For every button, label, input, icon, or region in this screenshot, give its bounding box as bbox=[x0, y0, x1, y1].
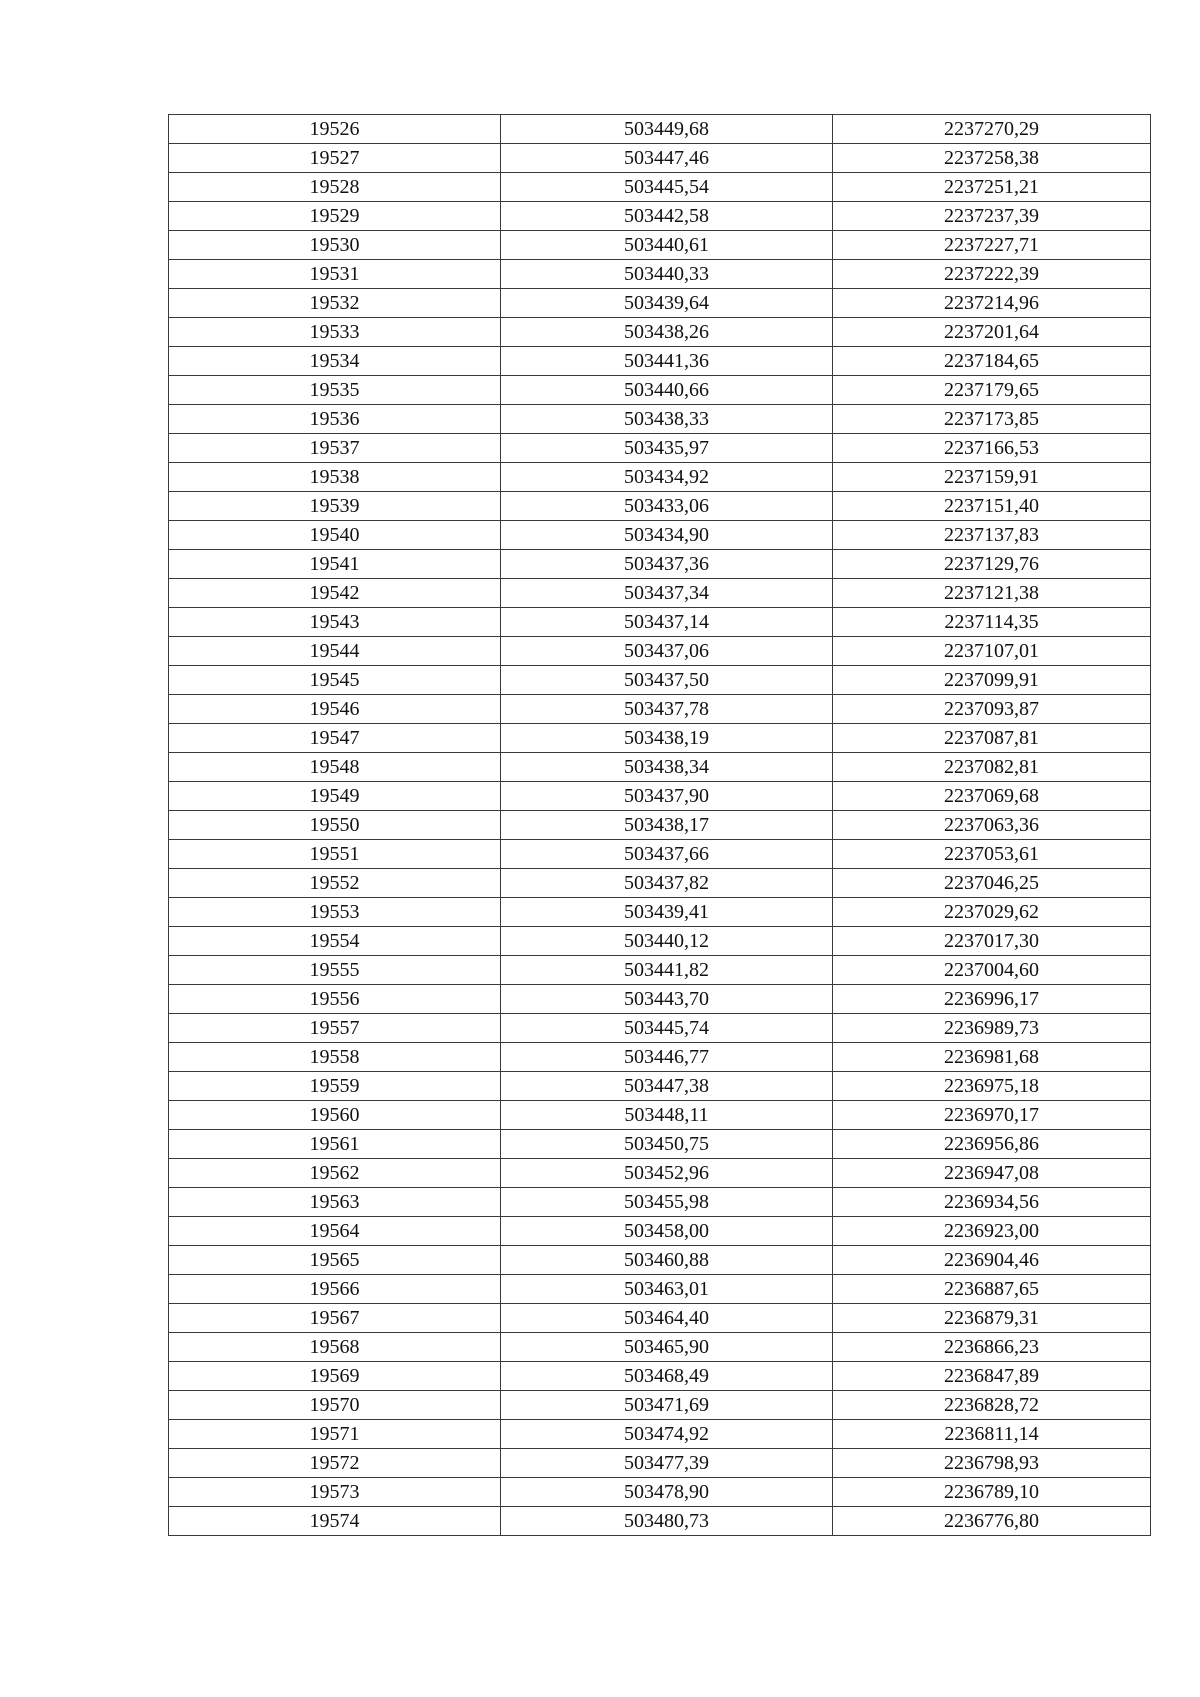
point-number-cell: 19551 bbox=[169, 840, 501, 869]
x-coordinate-cell: 503450,75 bbox=[501, 1130, 833, 1159]
x-coordinate-cell: 503434,90 bbox=[501, 521, 833, 550]
x-coordinate-cell: 503438,33 bbox=[501, 405, 833, 434]
y-coordinate-cell: 2236981,68 bbox=[833, 1043, 1151, 1072]
y-coordinate-cell: 2236847,89 bbox=[833, 1362, 1151, 1391]
table-row bbox=[169, 231, 1151, 260]
x-coordinate-cell: 503437,34 bbox=[501, 579, 833, 608]
point-number-cell: 19558 bbox=[169, 1043, 501, 1072]
table-row bbox=[169, 144, 1151, 173]
table-row bbox=[169, 318, 1151, 347]
y-coordinate-cell: 2237201,64 bbox=[833, 318, 1151, 347]
point-number-cell: 19573 bbox=[169, 1478, 501, 1507]
table-row bbox=[169, 724, 1151, 753]
x-coordinate-cell: 503440,12 bbox=[501, 927, 833, 956]
y-coordinate-cell: 2237179,65 bbox=[833, 376, 1151, 405]
table-row bbox=[169, 173, 1151, 202]
x-coordinate-cell: 503437,06 bbox=[501, 637, 833, 666]
table-row bbox=[169, 1391, 1151, 1420]
x-coordinate-cell: 503438,17 bbox=[501, 811, 833, 840]
x-coordinate-cell: 503449,68 bbox=[501, 115, 833, 144]
table-row bbox=[169, 811, 1151, 840]
point-number-cell: 19564 bbox=[169, 1217, 501, 1246]
x-coordinate-cell: 503465,90 bbox=[501, 1333, 833, 1362]
table-row bbox=[169, 956, 1151, 985]
y-coordinate-cell: 2237069,68 bbox=[833, 782, 1151, 811]
y-coordinate-cell: 2236866,23 bbox=[833, 1333, 1151, 1362]
x-coordinate-cell: 503439,41 bbox=[501, 898, 833, 927]
x-coordinate-cell: 503477,39 bbox=[501, 1449, 833, 1478]
x-coordinate-cell: 503443,70 bbox=[501, 985, 833, 1014]
x-coordinate-cell: 503448,11 bbox=[501, 1101, 833, 1130]
x-coordinate-cell: 503437,14 bbox=[501, 608, 833, 637]
x-coordinate-cell: 503463,01 bbox=[501, 1275, 833, 1304]
point-number-cell: 19540 bbox=[169, 521, 501, 550]
y-coordinate-cell: 2236970,17 bbox=[833, 1101, 1151, 1130]
point-number-cell: 19563 bbox=[169, 1188, 501, 1217]
point-number-cell: 19539 bbox=[169, 492, 501, 521]
point-number-cell: 19530 bbox=[169, 231, 501, 260]
point-number-cell: 19537 bbox=[169, 434, 501, 463]
table-row bbox=[169, 1217, 1151, 1246]
point-number-cell: 19543 bbox=[169, 608, 501, 637]
y-coordinate-cell: 2237114,35 bbox=[833, 608, 1151, 637]
x-coordinate-cell: 503478,90 bbox=[501, 1478, 833, 1507]
x-coordinate-cell: 503441,36 bbox=[501, 347, 833, 376]
x-coordinate-cell: 503446,77 bbox=[501, 1043, 833, 1072]
x-coordinate-cell: 503437,50 bbox=[501, 666, 833, 695]
point-number-cell: 19544 bbox=[169, 637, 501, 666]
y-coordinate-cell: 2236956,86 bbox=[833, 1130, 1151, 1159]
table-row bbox=[169, 608, 1151, 637]
point-number-cell: 19535 bbox=[169, 376, 501, 405]
table-row bbox=[169, 1507, 1151, 1536]
table-row bbox=[169, 1130, 1151, 1159]
y-coordinate-cell: 2237137,83 bbox=[833, 521, 1151, 550]
x-coordinate-cell: 503440,33 bbox=[501, 260, 833, 289]
table-row bbox=[169, 347, 1151, 376]
y-coordinate-cell: 2237159,91 bbox=[833, 463, 1151, 492]
table-row bbox=[169, 695, 1151, 724]
y-coordinate-cell: 2237222,39 bbox=[833, 260, 1151, 289]
table-row bbox=[169, 1449, 1151, 1478]
table-row bbox=[169, 898, 1151, 927]
point-number-cell: 19531 bbox=[169, 260, 501, 289]
point-number-cell: 19545 bbox=[169, 666, 501, 695]
y-coordinate-cell: 2237151,40 bbox=[833, 492, 1151, 521]
x-coordinate-cell: 503438,26 bbox=[501, 318, 833, 347]
point-number-cell: 19546 bbox=[169, 695, 501, 724]
point-number-cell: 19569 bbox=[169, 1362, 501, 1391]
table-row bbox=[169, 1478, 1151, 1507]
point-number-cell: 19574 bbox=[169, 1507, 501, 1536]
table-row bbox=[169, 289, 1151, 318]
table-row bbox=[169, 550, 1151, 579]
point-number-cell: 19533 bbox=[169, 318, 501, 347]
table-row bbox=[169, 1333, 1151, 1362]
table-row bbox=[169, 1072, 1151, 1101]
table-row bbox=[169, 1304, 1151, 1333]
y-coordinate-cell: 2237258,38 bbox=[833, 144, 1151, 173]
point-number-cell: 19570 bbox=[169, 1391, 501, 1420]
y-coordinate-cell: 2237129,76 bbox=[833, 550, 1151, 579]
x-coordinate-cell: 503447,38 bbox=[501, 1072, 833, 1101]
point-number-cell: 19547 bbox=[169, 724, 501, 753]
table-row bbox=[169, 666, 1151, 695]
table-row bbox=[169, 1043, 1151, 1072]
table-row bbox=[169, 985, 1151, 1014]
point-number-cell: 19549 bbox=[169, 782, 501, 811]
x-coordinate-cell: 503452,96 bbox=[501, 1159, 833, 1188]
x-coordinate-cell: 503437,90 bbox=[501, 782, 833, 811]
x-coordinate-cell: 503458,00 bbox=[501, 1217, 833, 1246]
x-coordinate-cell: 503471,69 bbox=[501, 1391, 833, 1420]
x-coordinate-cell: 503437,82 bbox=[501, 869, 833, 898]
y-coordinate-cell: 2236798,93 bbox=[833, 1449, 1151, 1478]
y-coordinate-cell: 2236975,18 bbox=[833, 1072, 1151, 1101]
table-row bbox=[169, 115, 1151, 144]
table-row bbox=[169, 1362, 1151, 1391]
point-number-cell: 19561 bbox=[169, 1130, 501, 1159]
point-number-cell: 19529 bbox=[169, 202, 501, 231]
y-coordinate-cell: 2236996,17 bbox=[833, 985, 1151, 1014]
point-number-cell: 19560 bbox=[169, 1101, 501, 1130]
x-coordinate-cell: 503433,06 bbox=[501, 492, 833, 521]
y-coordinate-cell: 2237082,81 bbox=[833, 753, 1151, 782]
table-row bbox=[169, 1188, 1151, 1217]
y-coordinate-cell: 2237121,38 bbox=[833, 579, 1151, 608]
x-coordinate-cell: 503435,97 bbox=[501, 434, 833, 463]
point-number-cell: 19552 bbox=[169, 869, 501, 898]
table-row bbox=[169, 260, 1151, 289]
x-coordinate-cell: 503442,58 bbox=[501, 202, 833, 231]
point-number-cell: 19556 bbox=[169, 985, 501, 1014]
point-number-cell: 19541 bbox=[169, 550, 501, 579]
x-coordinate-cell: 503438,34 bbox=[501, 753, 833, 782]
y-coordinate-cell: 2237029,62 bbox=[833, 898, 1151, 927]
point-number-cell: 19526 bbox=[169, 115, 501, 144]
y-coordinate-cell: 2237063,36 bbox=[833, 811, 1151, 840]
point-number-cell: 19538 bbox=[169, 463, 501, 492]
coordinates-table bbox=[168, 114, 1151, 1536]
table-row bbox=[169, 1101, 1151, 1130]
y-coordinate-cell: 2236947,08 bbox=[833, 1159, 1151, 1188]
point-number-cell: 19572 bbox=[169, 1449, 501, 1478]
x-coordinate-cell: 503468,49 bbox=[501, 1362, 833, 1391]
x-coordinate-cell: 503434,92 bbox=[501, 463, 833, 492]
y-coordinate-cell: 2236828,72 bbox=[833, 1391, 1151, 1420]
x-coordinate-cell: 503474,92 bbox=[501, 1420, 833, 1449]
x-coordinate-cell: 503480,73 bbox=[501, 1507, 833, 1536]
x-coordinate-cell: 503438,19 bbox=[501, 724, 833, 753]
point-number-cell: 19527 bbox=[169, 144, 501, 173]
table-row bbox=[169, 637, 1151, 666]
y-coordinate-cell: 2237270,29 bbox=[833, 115, 1151, 144]
table-row bbox=[169, 927, 1151, 956]
y-coordinate-cell: 2237251,21 bbox=[833, 173, 1151, 202]
point-number-cell: 19568 bbox=[169, 1333, 501, 1362]
y-coordinate-cell: 2236989,73 bbox=[833, 1014, 1151, 1043]
y-coordinate-cell: 2236904,46 bbox=[833, 1246, 1151, 1275]
table-row bbox=[169, 376, 1151, 405]
x-coordinate-cell: 503445,74 bbox=[501, 1014, 833, 1043]
table-row bbox=[169, 405, 1151, 434]
x-coordinate-cell: 503437,36 bbox=[501, 550, 833, 579]
x-coordinate-cell: 503440,66 bbox=[501, 376, 833, 405]
point-number-cell: 19557 bbox=[169, 1014, 501, 1043]
point-number-cell: 19550 bbox=[169, 811, 501, 840]
x-coordinate-cell: 503447,46 bbox=[501, 144, 833, 173]
table-row bbox=[169, 840, 1151, 869]
table-row bbox=[169, 579, 1151, 608]
point-number-cell: 19571 bbox=[169, 1420, 501, 1449]
table-row bbox=[169, 869, 1151, 898]
y-coordinate-cell: 2237087,81 bbox=[833, 724, 1151, 753]
point-number-cell: 19542 bbox=[169, 579, 501, 608]
point-number-cell: 19567 bbox=[169, 1304, 501, 1333]
y-coordinate-cell: 2237017,30 bbox=[833, 927, 1151, 956]
x-coordinate-cell: 503437,78 bbox=[501, 695, 833, 724]
y-coordinate-cell: 2236887,65 bbox=[833, 1275, 1151, 1304]
y-coordinate-cell: 2237237,39 bbox=[833, 202, 1151, 231]
y-coordinate-cell: 2236789,10 bbox=[833, 1478, 1151, 1507]
point-number-cell: 19553 bbox=[169, 898, 501, 927]
point-number-cell: 19528 bbox=[169, 173, 501, 202]
x-coordinate-cell: 503439,64 bbox=[501, 289, 833, 318]
y-coordinate-cell: 2237046,25 bbox=[833, 869, 1151, 898]
point-number-cell: 19532 bbox=[169, 289, 501, 318]
point-number-cell: 19548 bbox=[169, 753, 501, 782]
table-row bbox=[169, 434, 1151, 463]
table-row bbox=[169, 492, 1151, 521]
table-row bbox=[169, 202, 1151, 231]
y-coordinate-cell: 2236879,31 bbox=[833, 1304, 1151, 1333]
table-row bbox=[169, 1420, 1151, 1449]
point-number-cell: 19554 bbox=[169, 927, 501, 956]
x-coordinate-cell: 503445,54 bbox=[501, 173, 833, 202]
y-coordinate-cell: 2236811,14 bbox=[833, 1420, 1151, 1449]
x-coordinate-cell: 503464,40 bbox=[501, 1304, 833, 1333]
table-row bbox=[169, 521, 1151, 550]
y-coordinate-cell: 2237214,96 bbox=[833, 289, 1151, 318]
table-row bbox=[169, 782, 1151, 811]
y-coordinate-cell: 2237093,87 bbox=[833, 695, 1151, 724]
table-row bbox=[169, 1246, 1151, 1275]
point-number-cell: 19555 bbox=[169, 956, 501, 985]
x-coordinate-cell: 503437,66 bbox=[501, 840, 833, 869]
table-row bbox=[169, 1275, 1151, 1304]
table-row bbox=[169, 463, 1151, 492]
x-coordinate-cell: 503441,82 bbox=[501, 956, 833, 985]
table-row bbox=[169, 1014, 1151, 1043]
y-coordinate-cell: 2237173,85 bbox=[833, 405, 1151, 434]
y-coordinate-cell: 2237099,91 bbox=[833, 666, 1151, 695]
y-coordinate-cell: 2237166,53 bbox=[833, 434, 1151, 463]
y-coordinate-cell: 2236934,56 bbox=[833, 1188, 1151, 1217]
point-number-cell: 19559 bbox=[169, 1072, 501, 1101]
point-number-cell: 19536 bbox=[169, 405, 501, 434]
table-row bbox=[169, 753, 1151, 782]
y-coordinate-cell: 2237184,65 bbox=[833, 347, 1151, 376]
table-row bbox=[169, 1159, 1151, 1188]
x-coordinate-cell: 503455,98 bbox=[501, 1188, 833, 1217]
coordinates-table-body bbox=[169, 115, 1151, 1536]
point-number-cell: 19565 bbox=[169, 1246, 501, 1275]
y-coordinate-cell: 2236776,80 bbox=[833, 1507, 1151, 1536]
y-coordinate-cell: 2237004,60 bbox=[833, 956, 1151, 985]
point-number-cell: 19566 bbox=[169, 1275, 501, 1304]
y-coordinate-cell: 2237107,01 bbox=[833, 637, 1151, 666]
x-coordinate-cell: 503440,61 bbox=[501, 231, 833, 260]
y-coordinate-cell: 2236923,00 bbox=[833, 1217, 1151, 1246]
y-coordinate-cell: 2237053,61 bbox=[833, 840, 1151, 869]
y-coordinate-cell: 2237227,71 bbox=[833, 231, 1151, 260]
x-coordinate-cell: 503460,88 bbox=[501, 1246, 833, 1275]
point-number-cell: 19562 bbox=[169, 1159, 501, 1188]
point-number-cell: 19534 bbox=[169, 347, 501, 376]
